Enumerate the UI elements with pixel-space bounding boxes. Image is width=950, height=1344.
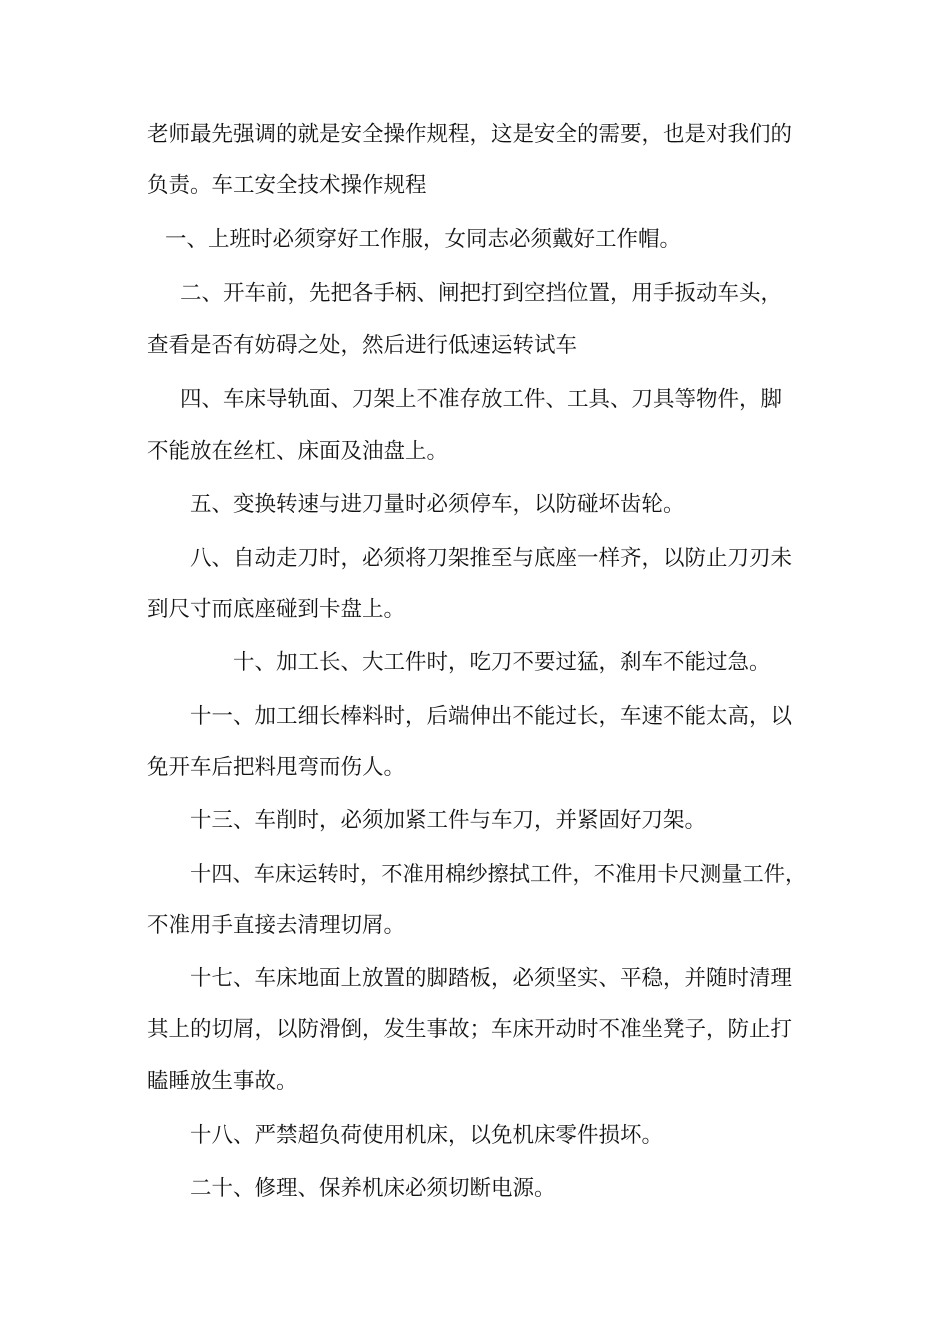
text-line-1: 老师最先强调的就是安全操作规程，这是安全的需要，也是对我们的 [147, 122, 793, 147]
text-line-20: 十八、严禁超负荷使用机床，以免机床零件损坏。 [190, 1123, 664, 1148]
text-line-9: 八、自动走刀时，必须将刀架推至与底座一样齐，以防止刀刃未 [190, 546, 793, 571]
text-line-6: 四、车床导轨面、刀架上不准存放工件、工具、刀具等物件，脚 [180, 387, 783, 412]
text-line-10: 到尺寸而底座碰到卡盘上。 [147, 597, 406, 622]
text-line-13: 免开车后把料甩弯而伤人。 [147, 755, 406, 780]
text-line-12: 十一、加工细长棒料时，后端伸出不能过长，车速不能太高，以 [190, 704, 793, 729]
text-line-2: 负责。车工安全技术操作规程 [147, 173, 427, 198]
text-line-16: 不准用手直接去清理切屑。 [147, 913, 406, 938]
text-line-17: 十七、车床地面上放置的脚踏板，必须坚实、平稳，并随时清理 [190, 966, 793, 991]
text-line-18: 其上的切屑，以防滑倒，发生事故；车床开动时不准坐凳子，防止打 [147, 1017, 793, 1042]
text-line-21: 二十、修理、保养机床必须切断电源。 [190, 1176, 556, 1201]
text-line-4: 二、开车前，先把各手柄、闸把打到空挡位置，用手扳动车头， [180, 281, 783, 306]
text-line-3: 一、上班时必须穿好工作服，女同志必须戴好工作帽。 [165, 227, 682, 252]
text-line-8: 五、变换转速与进刀量时必须停车，以防碰坏齿轮。 [190, 492, 685, 517]
text-line-14: 十三、车削时，必须加紧工件与车刀，并紧固好刀架。 [190, 808, 707, 833]
text-line-7: 不能放在丝杠、床面及油盘上。 [147, 439, 449, 464]
text-line-19: 瞌睡放生事故。 [147, 1069, 298, 1094]
text-line-15: 十四、车床运转时，不准用棉纱擦拭工件，不准用卡尺测量工件， [190, 862, 807, 887]
text-line-11: 十、加工长、大工件时，吃刀不要过猛，刹车不能过急。 [233, 650, 771, 675]
text-line-5: 查看是否有妨碍之处，然后进行低速运转试车 [147, 333, 578, 358]
